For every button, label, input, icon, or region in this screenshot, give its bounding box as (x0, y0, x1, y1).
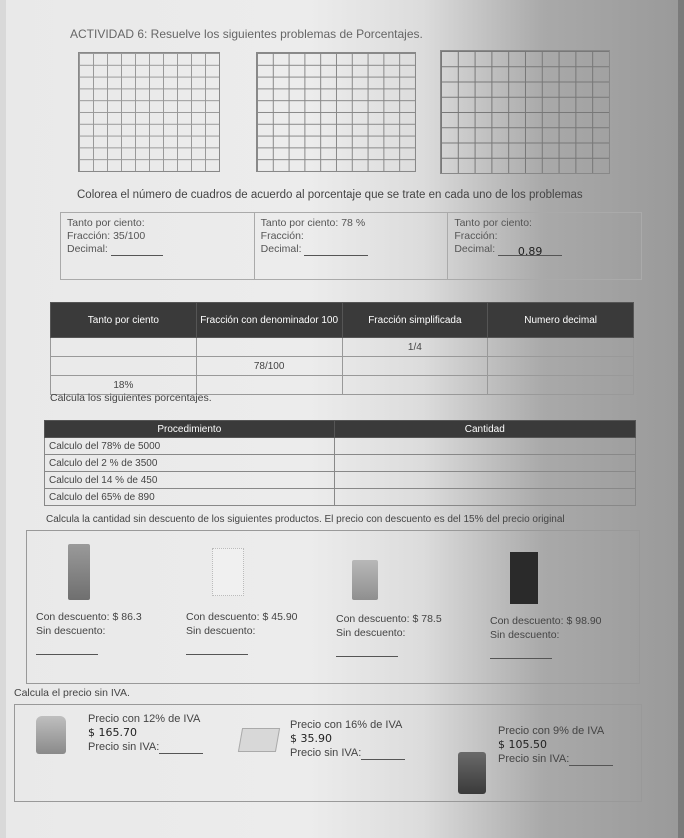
price-without-discount-label: Sin descuento: (336, 627, 406, 639)
table-row (51, 357, 634, 376)
product-4 (490, 614, 602, 659)
iva-label: Precio con 12% de IVA (88, 713, 201, 725)
table-cell[interactable] (196, 338, 342, 357)
table-cell[interactable] (196, 376, 342, 395)
problem-3 (448, 213, 641, 279)
problem-percent: Tanto por ciento: (67, 217, 145, 229)
amount-cell[interactable] (334, 489, 635, 506)
problem-2 (255, 213, 449, 279)
table-cell[interactable] (488, 357, 634, 376)
grid-a[interactable] (78, 52, 220, 172)
header-procedure: Procedimiento (45, 421, 335, 438)
iva-item-3 (498, 724, 613, 766)
product-2 (186, 610, 298, 655)
product-image (68, 544, 90, 600)
answer-blank[interactable] (111, 245, 163, 256)
grid-c[interactable] (440, 50, 610, 174)
price-without-discount-label: Sin descuento: (186, 625, 256, 637)
problem-decimal: Decimal: (260, 243, 302, 255)
amount-cell[interactable] (334, 472, 635, 489)
price-without-discount-label: Sin descuento: (490, 629, 560, 641)
price-with-discount: Con descuento: $ 98.90 (490, 615, 602, 627)
answer-blank[interactable] (336, 646, 398, 657)
price-with-discount: Con descuento: $ 86.3 (36, 611, 142, 623)
iva-label: Precio con 16% de IVA (290, 719, 403, 731)
table-row (51, 338, 634, 357)
percent-table (50, 302, 634, 395)
table-row (45, 438, 636, 455)
procedure-label: Calculo del 2 % de 3500 (45, 455, 335, 472)
iva-label: Precio con 9% de IVA (498, 725, 605, 737)
answer-blank[interactable]: 0.89 (498, 245, 562, 256)
product-image (36, 716, 66, 754)
answer-blank[interactable] (304, 245, 368, 256)
product-image (212, 548, 244, 596)
table-cell[interactable]: 78/100 (196, 357, 342, 376)
problem-decimal: Decimal: (67, 243, 108, 255)
products-box (26, 530, 640, 684)
header-amount: Cantidad (334, 421, 635, 438)
amount-cell[interactable] (334, 438, 635, 455)
procedure-table (44, 420, 636, 506)
without-iva-label: Precio sin IVA: (290, 747, 362, 759)
discount-instruction: Calcula la cantidad sin descuento de los siguientes productos. El precio con descuento es del 15% del precio original (46, 514, 565, 525)
procedure-label: Calculo del 78% de 5000 (45, 438, 335, 455)
problem-decimal-row (67, 243, 248, 256)
problem-decimal-row (261, 243, 442, 256)
product-1 (36, 610, 142, 655)
grid-b[interactable] (256, 52, 416, 172)
problem-fraction: Fracción: 35/100 (67, 230, 146, 242)
iva-instruction: Calcula el precio sin IVA. (14, 687, 130, 699)
table-cell[interactable]: 1/4 (342, 338, 488, 357)
iva-price: $ 165.70 (88, 726, 137, 739)
answer-blank[interactable] (569, 755, 613, 766)
problem-decimal-row (454, 243, 635, 256)
answer-blank[interactable] (186, 644, 248, 655)
amount-cell[interactable] (334, 455, 635, 472)
table-row (45, 455, 636, 472)
problem-percent: Tanto por ciento: (454, 217, 532, 229)
problem-decimal: Decimal: (454, 243, 496, 255)
header-percent: Tanto por ciento (51, 303, 197, 338)
iva-answer-row (498, 752, 613, 766)
table-row (45, 489, 636, 506)
problem-1 (61, 213, 255, 279)
iva-item-2 (290, 718, 405, 760)
iva-price: $ 105.50 (498, 738, 547, 751)
answer-blank[interactable] (159, 743, 203, 754)
problem-fraction: Fracción: (260, 230, 304, 242)
without-iva-label: Precio sin IVA: (88, 741, 160, 753)
table-cell[interactable] (342, 357, 488, 376)
problems-box (60, 212, 642, 280)
calc-instruction: Calcula los siguientes porcentajes. (50, 392, 212, 404)
answer-blank[interactable] (490, 648, 552, 659)
procedure-label: Calculo del 65% de 890 (45, 489, 335, 506)
product-image (238, 728, 280, 752)
product-image (510, 552, 538, 604)
iva-answer-row (88, 740, 203, 754)
price-without-discount-label: Sin descuento: (36, 625, 106, 637)
header-decimal: Numero decimal (488, 303, 634, 338)
price-with-discount: Con descuento: $ 78.5 (336, 613, 442, 625)
product-image (352, 560, 378, 600)
price-with-discount: Con descuento: $ 45.90 (186, 611, 298, 623)
table-cell[interactable] (51, 338, 197, 357)
table-cell[interactable] (488, 376, 634, 395)
product-3 (336, 612, 442, 657)
answer-blank[interactable] (36, 644, 98, 655)
product-image (458, 752, 486, 794)
problem-fraction: Fracción: (454, 230, 498, 242)
table-row (45, 472, 636, 489)
iva-answer-row (290, 746, 405, 760)
procedure-label: Calculo del 14 % de 450 (45, 472, 335, 489)
table-cell[interactable] (51, 357, 197, 376)
answer-blank[interactable] (361, 749, 405, 760)
problem-percent: Tanto por ciento: 78 % (260, 217, 366, 229)
header-simplified: Fracción simplificada (342, 303, 488, 338)
iva-price: $ 35.90 (290, 732, 332, 745)
iva-item-1 (88, 712, 203, 754)
color-instruction: Colorea el número de cuadros de acuerdo al porcentaje que se trate en cada uno de los problemas (77, 189, 583, 201)
table-cell[interactable] (488, 338, 634, 357)
header-fraction100: Fracción con denominador 100 (196, 303, 342, 338)
table-cell[interactable] (342, 376, 488, 395)
table-cell[interactable]: 18% (51, 376, 197, 395)
activity-title: ACTIVIDAD 6: Resuelve los siguientes problemas de Porcentajes. (70, 27, 423, 41)
without-iva-label: Precio sin IVA: (498, 753, 570, 765)
